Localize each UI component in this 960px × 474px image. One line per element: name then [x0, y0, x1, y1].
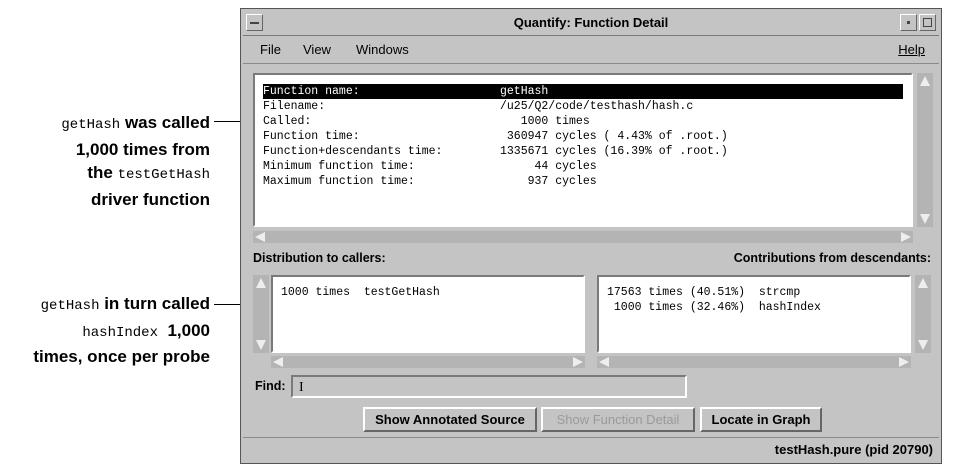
detail-horizontal-scrollbar[interactable] [253, 231, 913, 243]
detail-row-descendants-time[interactable]: Function+descendants time: 1335671 cycles (16.39% of .root.) [263, 145, 728, 158]
status-text: testHash.pure (pid 20790) [774, 442, 933, 457]
callout-code-hashindex: hashIndex [82, 324, 158, 341]
show-annotated-source-button[interactable]: Show Annotated Source [363, 407, 537, 432]
detail-row-function-name[interactable]: Function name: getHash [263, 84, 903, 99]
scroll-left-icon[interactable] [255, 232, 265, 242]
caller-row[interactable]: 1000 times testGetHash [281, 286, 440, 299]
menu-bar [243, 37, 939, 64]
minimize-icon[interactable] [900, 14, 917, 31]
callers-vertical-scrollbar[interactable] [253, 275, 269, 353]
scroll-up-icon[interactable] [920, 76, 930, 86]
descendants-pane [597, 275, 911, 353]
detail-row-function-time[interactable]: Function time: 360947 cycles ( 4.43% of .root.) [263, 130, 728, 143]
scroll-left-icon[interactable] [273, 357, 283, 367]
scroll-up-icon[interactable] [256, 278, 266, 288]
scroll-down-icon[interactable] [256, 340, 266, 350]
scroll-up-icon[interactable] [918, 278, 928, 288]
scroll-right-icon[interactable] [899, 357, 909, 367]
function-detail-list[interactable] [255, 75, 911, 225]
scroll-down-icon[interactable] [920, 214, 930, 224]
callout-code-gethash-2: getHash [40, 298, 100, 314]
title-bar [243, 11, 939, 36]
function-detail-pane [253, 73, 913, 227]
scroll-right-icon[interactable] [901, 232, 911, 242]
detail-row-max-time[interactable]: Maximum function time: 937 cycles [263, 175, 597, 188]
detail-row-min-time[interactable]: Minimum function time: 44 cycles [263, 160, 597, 173]
status-bar [243, 437, 939, 462]
detail-row-called[interactable]: Called: 1000 times [263, 115, 590, 128]
callout-calls-descendant: getHash in turn called hashIndex 1,000 times, once per probe [33, 294, 210, 366]
callout-code-testgethash: testGetHash [117, 167, 210, 183]
show-function-detail-button[interactable]: Show Function Detail [541, 407, 695, 432]
descendants-horizontal-scrollbar[interactable] [597, 356, 911, 368]
descendant-row-hashindex[interactable]: 1000 times (32.46%) hashIndex [607, 301, 821, 314]
function-detail-window [240, 8, 942, 464]
descendants-list[interactable] [599, 277, 909, 351]
callout-code-gethash: getHash [61, 117, 121, 133]
callers-pane [271, 275, 585, 353]
menu-windows[interactable]: Windows [356, 42, 409, 57]
detail-row-filename[interactable]: Filename: /u25/Q2/code/testhash/hash.c [263, 100, 694, 113]
callers-list[interactable] [273, 277, 583, 351]
menu-file[interactable]: File [260, 42, 281, 57]
locate-in-graph-button[interactable]: Locate in Graph [700, 407, 822, 432]
window-title: Quantify: Function Detail [513, 15, 669, 30]
find-input[interactable] [291, 375, 687, 398]
scroll-left-icon[interactable] [599, 357, 609, 367]
detail-vertical-scrollbar[interactable] [917, 73, 933, 227]
descendant-row-strcmp[interactable]: 17563 times (40.51%) strcmp [607, 286, 801, 299]
callers-horizontal-scrollbar[interactable] [271, 356, 585, 368]
scroll-down-icon[interactable] [918, 340, 928, 350]
menu-view[interactable]: View [303, 42, 331, 57]
scroll-right-icon[interactable] [573, 357, 583, 367]
descendants-vertical-scrollbar[interactable] [915, 275, 931, 353]
menu-help[interactable]: Help [898, 42, 925, 57]
descendants-label: Contributions from descendants: [733, 251, 931, 265]
callout-called-from: getHash was called 1,000 times from the testGetHash driver function [61, 113, 210, 209]
callers-label: Distribution to callers: [253, 251, 386, 265]
maximize-icon[interactable] [919, 14, 936, 31]
find-label: Find: [255, 379, 286, 393]
text-cursor-icon: I [299, 380, 304, 395]
